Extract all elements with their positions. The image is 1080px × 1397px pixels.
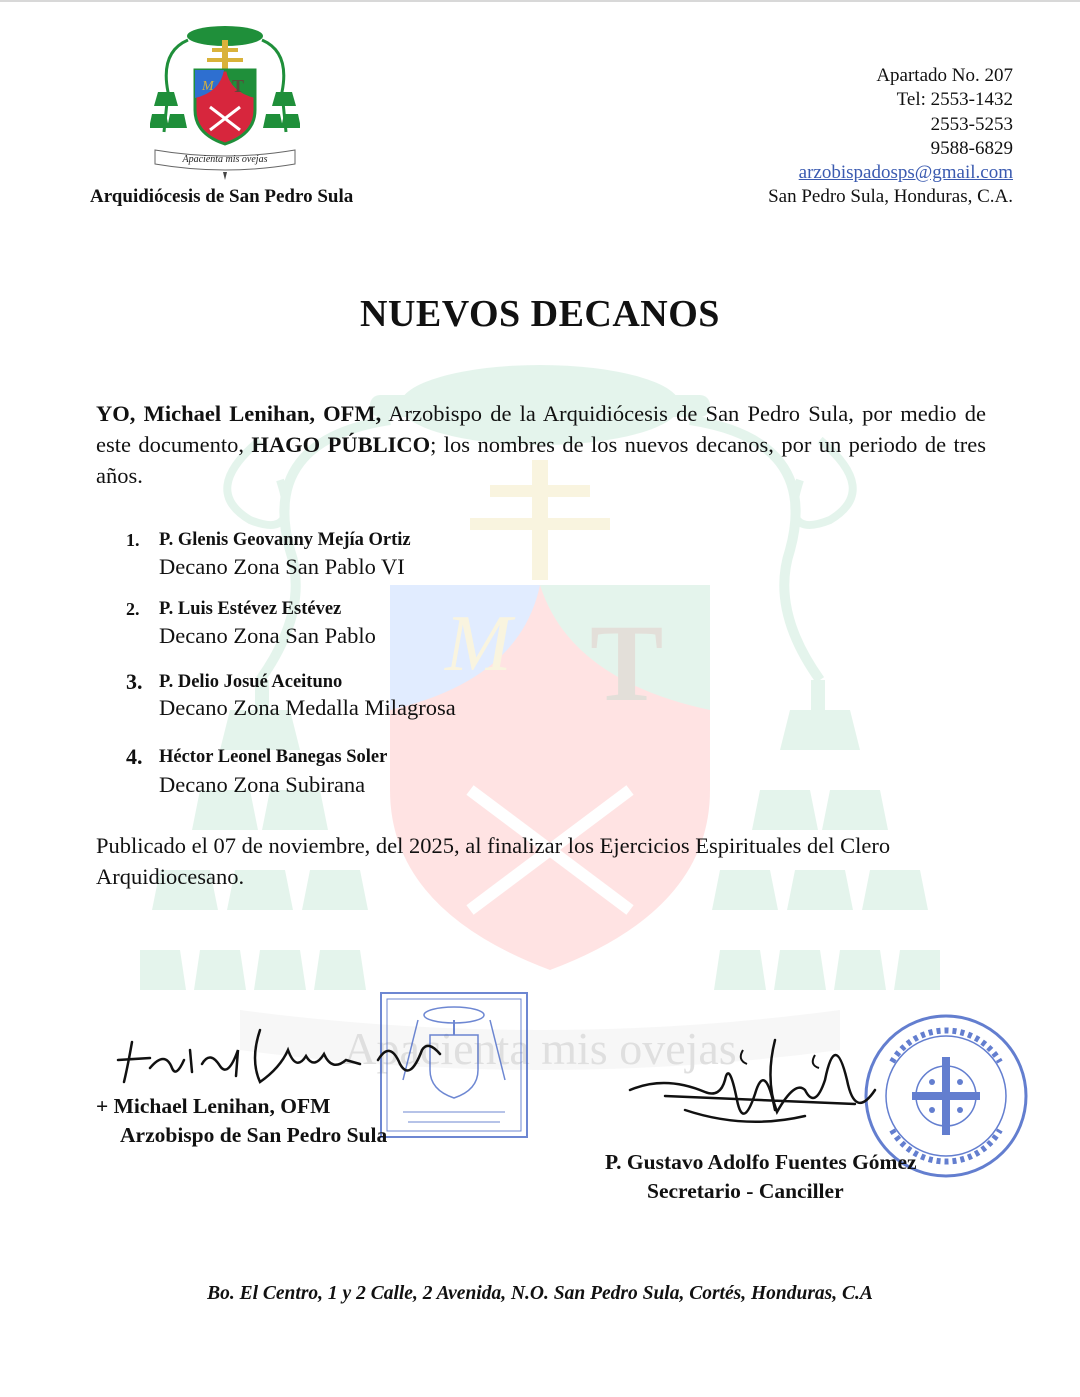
- signer-bold: YO, Michael Lenihan, OFM,: [96, 401, 382, 426]
- publication-note: Publicado el 07 de noviembre, del 2025, al finalizar los Ejercicios Espirituales del Clero Arquidiocesano.: [96, 833, 891, 889]
- watermark-motto: Apacienta mis ovejas: [343, 1023, 737, 1074]
- po-box: Apartado No. 207: [876, 65, 1013, 86]
- item-number: 4.: [126, 744, 143, 769]
- signer-left-title: Arzobispo de San Pedro Sula: [120, 1123, 388, 1147]
- phone-1: Tel: 2553-1432: [896, 89, 1013, 111]
- dean-role: Decano Zona San Pablo VI: [159, 554, 405, 579]
- dean-role: Decano Zona Medalla Milagrosa: [159, 695, 456, 720]
- dean-name: P. Luis Estévez Estévez: [159, 599, 342, 619]
- item-number: 2.: [126, 599, 140, 619]
- archbishop-signature: [110, 1020, 450, 1090]
- intro-part-1: Arzobispo de la Arquidiócesis de San Pedro Sula, por medio de este documento,: [96, 401, 986, 457]
- email-link[interactable]: arzobispadosps@gmail.com: [798, 162, 1013, 184]
- svg-text:M: M: [445, 600, 512, 688]
- hago-publico: HAGO PÚBLICO: [251, 432, 431, 457]
- intro-paragraph: [96, 398, 986, 491]
- location: San Pedro Sula, Honduras, C.A.: [768, 186, 1013, 208]
- document-title: NUEVOS DECANOS: [360, 293, 720, 335]
- signer-left-name: + Michael Lenihan, OFM: [96, 1094, 331, 1118]
- intro-part-2: ; los nombres de los nuevos decanos, por un periodo de tres años.: [96, 432, 986, 488]
- svg-text:M: M: [202, 79, 214, 94]
- svg-text:T: T: [232, 76, 245, 96]
- signer-right-name: P. Gustavo Adolfo Fuentes Gómez: [605, 1150, 917, 1174]
- diocese-name: Arquidiócesis de San Pedro Sula: [90, 186, 354, 207]
- dean-role: Decano Zona Subirana: [159, 772, 366, 797]
- contact-block: [768, 64, 1013, 210]
- secretary-signature: [625, 1020, 885, 1150]
- dean-name: P. Delio Josué Aceituno: [159, 672, 343, 692]
- dean-name: P. Glenis Geovanny Mejía Ortiz: [159, 530, 411, 550]
- dean-name: Héctor Leonel Banegas Soler: [159, 747, 388, 767]
- archdiocese-crest-logo: [150, 22, 300, 182]
- dean-role: Decano Zona San Pablo: [159, 623, 376, 648]
- phone-3: 9588-6829: [930, 137, 1013, 159]
- crest-motto: Apacienta mis ovejas: [182, 154, 268, 165]
- page-top-border: [0, 0, 1080, 2]
- phone-2: 2553-5253: [930, 113, 1013, 135]
- item-number: 3.: [126, 669, 143, 694]
- footer-address: Bo. El Centro, 1 y 2 Calle, 2 Avenida, N.O. San Pedro Sula, Cortés, Honduras, C.A: [207, 1283, 873, 1304]
- svg-text:T: T: [590, 602, 664, 724]
- item-number: 1.: [126, 530, 140, 550]
- signer-right-title: Secretario - Canciller: [647, 1179, 844, 1203]
